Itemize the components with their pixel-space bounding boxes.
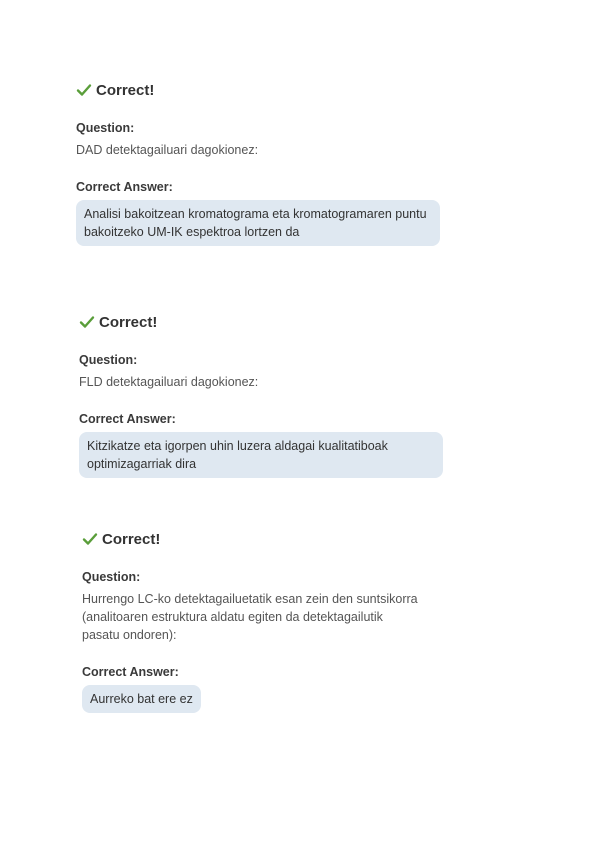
result-item xyxy=(82,529,452,713)
correct-answer: Kitzikatze eta igorpen uhin luzera aldagai kualitatiboak optimizagarriak dira xyxy=(79,432,443,478)
status-label: Correct! xyxy=(99,313,158,331)
question-text: Hurrengo LC-ko detektagailuetatik esan zein den suntsikorra (analitoaren estruktura aldatu egiten da detektagailutik pasatu ondoren): xyxy=(82,592,418,642)
question-text: FLD detektagailuari dagokionez: xyxy=(79,375,259,389)
check-icon xyxy=(82,531,98,547)
status-label: Correct! xyxy=(96,81,155,99)
answer-label: Correct Answer: xyxy=(76,180,173,194)
check-icon xyxy=(76,82,92,98)
question-label: Question: xyxy=(82,570,141,584)
result-status xyxy=(82,529,452,549)
question-label: Question: xyxy=(76,121,135,135)
question-label: Question: xyxy=(79,353,138,367)
result-item xyxy=(79,312,449,478)
question-text: DAD detektagailuari dagokionez: xyxy=(76,143,259,157)
result-item xyxy=(76,80,446,246)
result-status xyxy=(79,312,449,332)
check-icon xyxy=(79,314,95,330)
answer-label: Correct Answer: xyxy=(82,665,179,679)
status-label: Correct! xyxy=(102,530,161,548)
answer-label: Correct Answer: xyxy=(79,412,176,426)
correct-answer: Analisi bakoitzean kromatograma eta kromatogramaren puntu bakoitzeko UM-IK espektroa lortzen da xyxy=(76,200,440,246)
result-status xyxy=(76,80,446,100)
correct-answer: Aurreko bat ere ez xyxy=(82,685,201,713)
